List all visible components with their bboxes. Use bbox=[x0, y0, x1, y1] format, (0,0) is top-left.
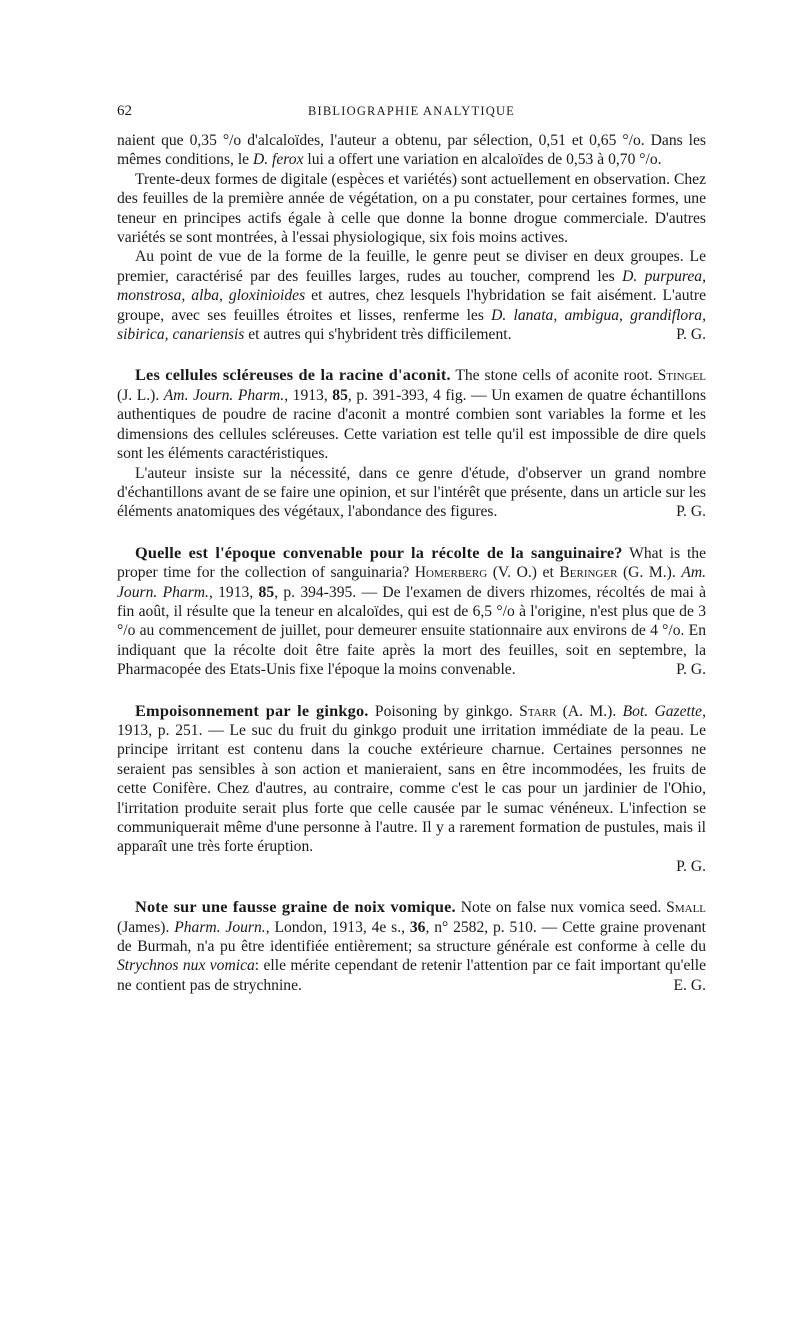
author-initials: (J. L.). bbox=[117, 386, 164, 404]
text-run: , n° 2582, p. 510. — Cette graine provenant de Burmah, n'a pu être identifiée entièrement; sa structure générale est conforme à celle du bbox=[117, 918, 706, 956]
volume-number: 85 bbox=[332, 386, 348, 404]
text-run: , 1913, bbox=[284, 386, 333, 404]
article-sanguinaire bbox=[117, 543, 706, 680]
article-title: Les cellules scléreuses de la racine d'aconit. bbox=[135, 365, 451, 385]
signature: P. G. bbox=[676, 661, 706, 679]
article-noix-vomique bbox=[117, 897, 706, 995]
english-title: Note on false nux vomica seed. bbox=[455, 899, 667, 917]
author: Small bbox=[666, 899, 707, 917]
text-run: , 1913, p. 251. — Le suc du fruit du ginkgo produit une irritation immédiate de la peau. Le principe irritant est contenu dans la couche extérieure charnue. Certaines personnes ne seraient pas sensibles à son action et manieraient, sans en être incommodées, les fruits de cette Conifère. Chez d'autres, au contraire, comme c'est le cas pour un jardinier de l'Ohio, l'irritation produite serait plus forte que celle causée par le sumac vénéneux. L'infection se communiquerait même d'une personne à l'autre. Il y a rarement formation de pustules, mais il apparaît une très forte éruption. bbox=[117, 702, 707, 856]
author-initials: (A. M.). bbox=[556, 702, 623, 720]
signature: P. G. bbox=[676, 857, 706, 875]
text-run: et autres, chez lesquels l'hybridation se fait aisément. L'autre groupe, avec ses feuilles étroites et lisses, renferme les bbox=[117, 287, 706, 324]
text-run: , p. 394-395. — De l'examen de divers rhizomes, récoltés de mai à fin août, il résulte que la teneur en alcaloïdes, qui est de 6,5 °/o à l'origine, n'est plus que de 3 °/o au commencement de juillet, pour demeurer ensuite stationnaire aux environs de 4 °/o. En indiquant que la récolte doit être faite après la mort des feuilles, soit en septembre, la Pharmacopée des Etats-Unis fixe l'époque la moins convenable. bbox=[117, 583, 707, 679]
signature: E. G. bbox=[673, 976, 706, 994]
author: Homerberg bbox=[414, 564, 488, 582]
text-run: , p. 391-393, 4 fig. — Un examen de quatre échantillons authentiques de poudre de racine d'aconit a montré combien sont variables la forme et les dimensions des cellules scléreuses. Cette variation est telle qu'il est impossible de dire quels sont les éléments caractéristiques. bbox=[117, 386, 707, 463]
text-run: : elle mérite cependant de retenir l'attention par ce fait important qu'elle ne contient pas de strychnine. bbox=[117, 957, 706, 994]
species-name: D. ferox bbox=[253, 151, 304, 169]
english-title: Poisoning by ginkgo. bbox=[368, 702, 520, 720]
text-run: Au point de vue de la forme de la feuille, le genre peut se diviser en deux groupes. Le premier, caractérisé par des feuilles larges, rudes au toucher, comprend les bbox=[117, 248, 706, 285]
journal-name: Am. Journ. Pharm. bbox=[117, 564, 706, 601]
author: Beringer bbox=[559, 564, 618, 582]
species-name: Strychnos nux vomica bbox=[117, 957, 255, 975]
author-initials: (V. O.) et bbox=[487, 564, 560, 582]
volume-number: 36 bbox=[409, 918, 426, 936]
signature: P. G. bbox=[676, 503, 706, 521]
article-aconit bbox=[117, 365, 706, 521]
intro-paragraph-1 bbox=[117, 131, 706, 170]
english-title: What is the proper time for the collection of sanguinaria? bbox=[117, 544, 706, 582]
author: Starr bbox=[519, 702, 557, 720]
text-run: naient que 0,35 °/o d'alcaloïdes, l'auteur a obtenu, par sélection, 0,51 et 0,65 °/o. Dans les mêmes conditions, le bbox=[117, 132, 706, 169]
journal-name: Pharm. Journ. bbox=[174, 918, 266, 936]
author-initials: (James). bbox=[117, 918, 175, 936]
author-initials: (G. M.). bbox=[617, 564, 682, 582]
article-paragraph bbox=[117, 897, 706, 995]
article-paragraph bbox=[117, 464, 706, 522]
body-text bbox=[117, 131, 706, 995]
running-title: BIBLIOGRAPHIE ANALYTIQUE bbox=[307, 104, 516, 118]
article-paragraph bbox=[117, 701, 706, 857]
text-run: L'auteur insiste sur la nécessité, dans ce genre d'étude, d'observer un grand nombre d'échantillons avant de se faire une opinion, et sur l'intérêt que présente, dans un article sur les éléments anatomiques des végétaux, l'abondance des figures. bbox=[117, 464, 706, 521]
article-ginkgo bbox=[117, 701, 706, 877]
page-number: 62 bbox=[117, 103, 132, 119]
article-title: Quelle est l'époque convenable pour la récolte de la sanguinaire? bbox=[135, 542, 623, 562]
journal-name: Bot. Gazette bbox=[622, 702, 703, 720]
intro-paragraph-3 bbox=[117, 247, 706, 344]
intro-paragraph-2: Trente-deux formes de digitale (espèces et variétés) sont actuellement en observation. Chez des feuilles de la première année de végétation, on a pu constater, pour certaines formes, une teneur en principes actifs égale à celle que donne la bonne drogue commerciale. D'autres variétés se sont montrées, à l'essai physiologique, six fois moins actives. bbox=[117, 170, 706, 247]
article-paragraph bbox=[117, 543, 706, 680]
text-run: , 1913, bbox=[208, 583, 259, 601]
journal-name: Am. Journ. Pharm. bbox=[163, 386, 285, 404]
text-run: et autres qui s'hybrident très difficilement. bbox=[244, 326, 512, 344]
species-name: D. lanata, ambigua, grandiflora, sibirica, canariensis bbox=[117, 306, 706, 344]
article-title: Note sur une fausse graine de noix vomique. bbox=[135, 897, 456, 917]
volume-number: 85 bbox=[258, 583, 275, 601]
text-run: lui a offert une variation en alcaloïdes de 0,53 à 0,70 °/o. bbox=[303, 151, 662, 169]
text-run: , London, 1913, 4e s., bbox=[265, 918, 410, 936]
article-paragraph bbox=[117, 365, 706, 463]
signature: P. G. bbox=[676, 326, 706, 344]
page-header bbox=[117, 102, 706, 122]
english-title: The stone cells of aconite root. bbox=[450, 367, 658, 385]
article-title: Empoisonnement par le ginkgo. bbox=[135, 700, 369, 720]
species-name: D. purpurea, monstrosa, alba, gloxinioides bbox=[117, 267, 706, 305]
author: Stingel bbox=[657, 367, 706, 385]
